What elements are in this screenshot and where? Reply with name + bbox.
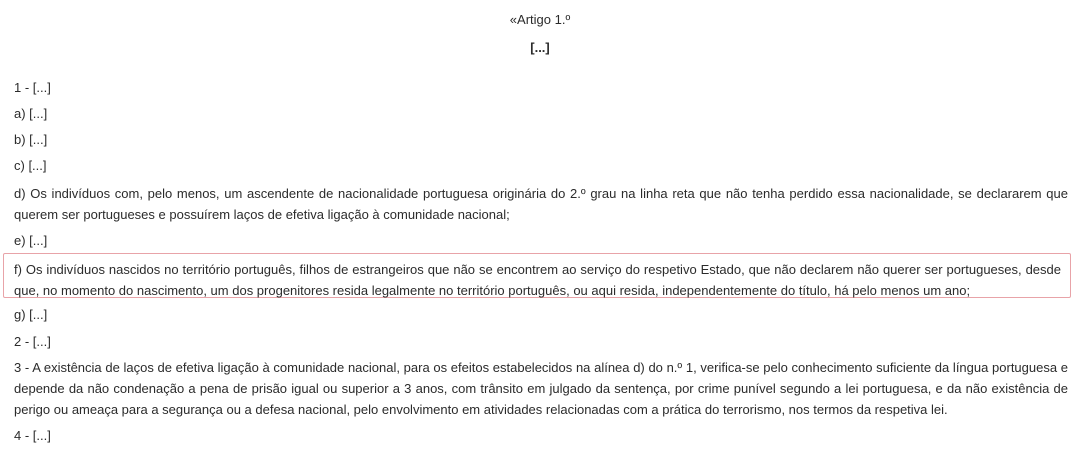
article-omitted-marker: [...]: [530, 40, 550, 55]
paragraph-2: 2 - [...]: [14, 334, 51, 349]
highlighted-paragraph-box: [3, 253, 1071, 298]
paragraph-1e: e) [...]: [14, 233, 48, 248]
paragraph-1b: b) [...]: [14, 132, 48, 147]
paragraph-1: 1 - [...]: [14, 80, 51, 95]
paragraph-1d: d) Os indivíduos com, pelo menos, um ascendente de nacionalidade portuguesa originária do 2.º grau na linha reta que não tenha perdido essa nacionalidade, se declararem que querem ser portugueses e possuírem laços de efetiva ligação à comunidade nacional;: [14, 186, 1068, 222]
paragraph-1f: f) Os indivíduos nascidos no território português, filhos de estrangeiros que não se encontrem ao serviço do respetivo Estado, que não declarem não querer ser portugueses, desde que, no momento do nascimento, um dos progenitores resida legalmente no território português, ou aqui resida, independentemente do título, há pelo menos um ano;: [14, 262, 1061, 298]
article-title: «Artigo 1.º: [509, 12, 571, 27]
paragraph-3: 3 - A existência de laços de efetiva ligação à comunidade nacional, para os efeitos estabelecidos na alínea d) do n.º 1, verifica-se pelo conhecimento suficiente da língua portuguesa e depende da não condenação a pena de prisão igual ou superior a 3 anos, com trânsito em julgado da sentença, por crime punível segundo a lei portuguesa, e da não existência de perigo ou ameaça para a segurança ou a defesa nacional, pelo envolvimento em atividades relacionadas com a prática do terrorismo, nos termos da respetiva lei.: [14, 360, 1068, 417]
paragraph-1a: a) [...]: [14, 106, 48, 121]
paragraph-1g: g) [...]: [14, 307, 48, 322]
paragraph-4: 4 - [...]: [14, 428, 51, 443]
paragraph-1c: c) [...]: [14, 158, 47, 173]
